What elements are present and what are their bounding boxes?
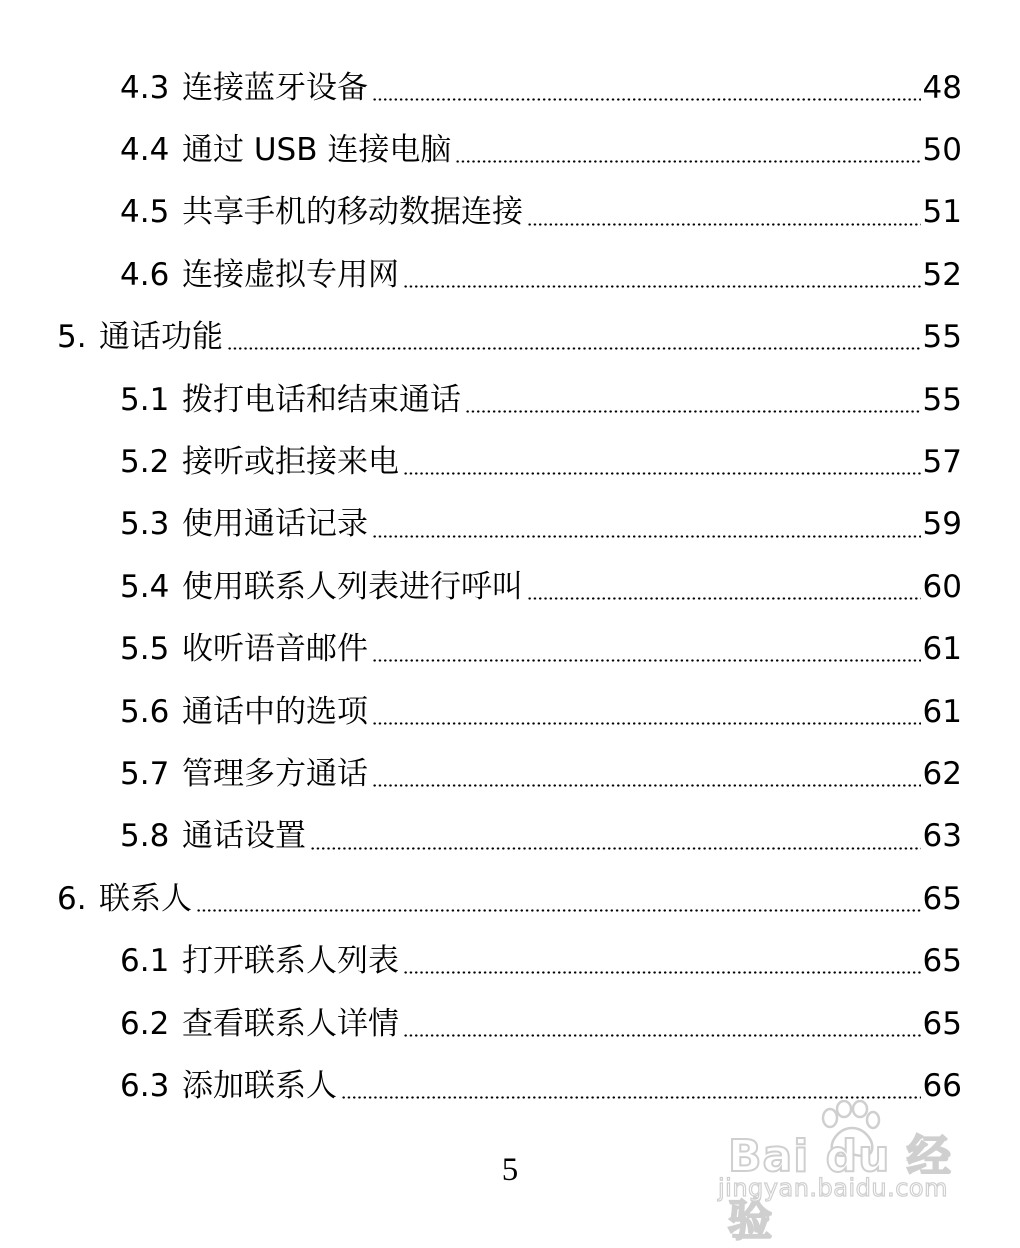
toc-entry-title: 联系人 xyxy=(99,880,192,917)
toc-entry[interactable] xyxy=(0,806,962,868)
toc-entry-title: 查看联系人详情 xyxy=(182,1005,399,1042)
toc-entry-number: 4.3 xyxy=(120,69,170,106)
toc-entry-title: 管理多方通话 xyxy=(182,755,368,792)
toc-entry-page: 59 xyxy=(922,506,962,543)
toc-entry-number: 4.6 xyxy=(120,256,170,293)
toc-entry-number: 5.7 xyxy=(120,755,170,792)
toc-entry[interactable] xyxy=(0,369,962,431)
toc-dot-leader xyxy=(372,532,921,540)
toc-entry-page: 61 xyxy=(922,693,962,730)
toc-entry[interactable] xyxy=(0,431,962,493)
toc-entry-number: 6.2 xyxy=(120,1005,170,1042)
toc-entry-page: 57 xyxy=(922,444,962,481)
toc-entry-number: 5.8 xyxy=(120,818,170,855)
toc-entry-title: 使用通话记录 xyxy=(182,506,368,543)
toc-dot-leader xyxy=(372,719,921,727)
toc-entry-page: 63 xyxy=(922,818,962,855)
page-number: 5 xyxy=(501,1152,519,1188)
baidu-jingyan-watermark xyxy=(718,1098,968,1246)
toc-entry-title: 接听或拒接来电 xyxy=(182,444,399,481)
toc-dot-leader xyxy=(403,283,921,291)
toc-entry-title: 添加联系人 xyxy=(182,1067,337,1104)
toc-entry-title: 打开联系人列表 xyxy=(182,943,399,980)
toc-dot-leader xyxy=(403,1031,921,1039)
toc-entry-number: 5.6 xyxy=(120,693,170,730)
toc-dot-leader xyxy=(455,158,920,166)
toc-entry-title: 通话中的选项 xyxy=(182,693,368,730)
toc-entry[interactable] xyxy=(0,556,962,618)
toc-entry-title: 连接虚拟专用网 xyxy=(182,256,399,293)
toc-dot-leader xyxy=(527,595,921,603)
toc-entry[interactable] xyxy=(0,57,962,119)
toc-entry-title: 使用联系人列表进行呼叫 xyxy=(182,568,523,605)
toc-entry-title: 连接蓝牙设备 xyxy=(182,69,368,106)
toc-entry-page: 66 xyxy=(922,1067,962,1104)
watermark-url: jingyan.baidu.com xyxy=(718,1174,948,1202)
toc-entry-page: 52 xyxy=(922,256,962,293)
toc-dot-leader xyxy=(465,407,921,415)
toc-entry-number: 5. xyxy=(57,319,87,356)
toc-entry-page: 48 xyxy=(922,69,962,106)
toc-entry[interactable] xyxy=(0,868,962,930)
toc-dot-leader xyxy=(310,844,921,852)
toc-entry-number: 5.3 xyxy=(120,506,170,543)
toc-entry[interactable] xyxy=(0,494,962,556)
toc-entry-number: 6. xyxy=(57,880,87,917)
toc-entry[interactable] xyxy=(0,307,962,369)
toc-entry-page: 62 xyxy=(922,755,962,792)
toc-entry-page: 51 xyxy=(922,194,962,231)
toc-entry-title: 共享手机的移动数据连接 xyxy=(182,194,523,231)
toc-entry[interactable] xyxy=(0,244,962,306)
toc-entry-page: 65 xyxy=(922,880,962,917)
toc-entry-page: 55 xyxy=(922,319,962,356)
toc-dot-leader xyxy=(403,470,921,478)
toc-entry-number: 5.5 xyxy=(120,631,170,668)
toc-entry-title: 通过 USB 连接电脑 xyxy=(182,132,452,169)
toc-entry-title: 拨打电话和结束通话 xyxy=(182,381,461,418)
toc-dot-leader xyxy=(227,345,921,353)
toc-entry-title: 收听语音邮件 xyxy=(182,631,368,668)
toc-entry[interactable] xyxy=(0,619,962,681)
toc-dot-leader xyxy=(372,657,921,665)
toc-entry-page: 50 xyxy=(922,132,962,169)
toc-entry-number: 5.1 xyxy=(120,381,170,418)
toc-dot-leader xyxy=(527,220,921,228)
toc-dot-leader xyxy=(372,95,921,103)
table-of-contents xyxy=(0,57,1020,1118)
toc-entry-page: 61 xyxy=(922,631,962,668)
toc-dot-leader xyxy=(403,969,921,977)
toc-dot-leader xyxy=(196,906,921,914)
toc-entry[interactable] xyxy=(0,743,962,805)
toc-entry-page: 55 xyxy=(922,381,962,418)
watermark-logo: Bai du 经验 xyxy=(728,1131,952,1246)
toc-entry[interactable] xyxy=(0,681,962,743)
toc-entry-title: 通话功能 xyxy=(99,319,223,356)
toc-entry-number: 4.5 xyxy=(120,194,170,231)
toc-entry-number: 6.1 xyxy=(120,943,170,980)
toc-entry-title: 通话设置 xyxy=(182,818,306,855)
toc-entry-number: 5.4 xyxy=(120,568,170,605)
toc-entry[interactable] xyxy=(0,993,962,1055)
toc-entry-page: 65 xyxy=(922,943,962,980)
toc-entry[interactable] xyxy=(0,182,962,244)
toc-entry[interactable] xyxy=(0,930,962,992)
toc-entry-number: 6.3 xyxy=(120,1067,170,1104)
toc-entry-page: 65 xyxy=(922,1005,962,1042)
toc-entry-number: 5.2 xyxy=(120,444,170,481)
toc-entry-number: 4.4 xyxy=(120,132,170,169)
toc-entry-page: 60 xyxy=(922,568,962,605)
toc-entry[interactable] xyxy=(0,119,962,181)
toc-dot-leader xyxy=(372,782,921,790)
